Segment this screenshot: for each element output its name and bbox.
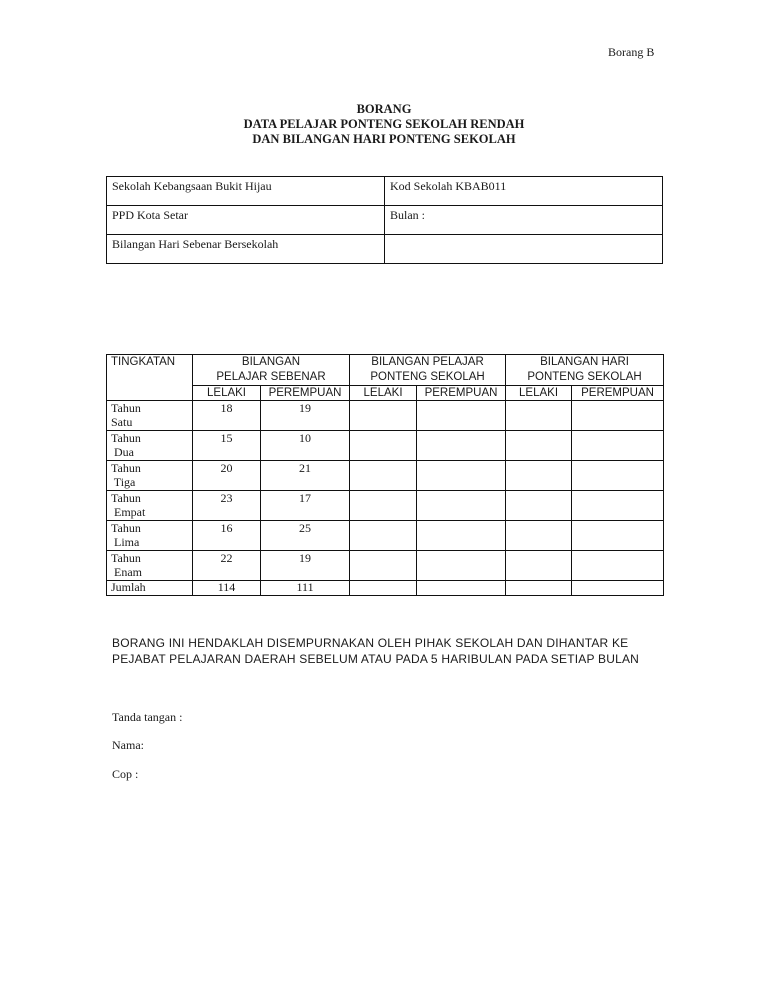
empty-cell [506, 581, 572, 596]
empty-cell [572, 461, 664, 491]
stamp-label: Cop : [112, 767, 139, 781]
header-truant-line1: BILANGAN PELAJAR [371, 356, 484, 368]
male-count: 15 [193, 431, 261, 461]
row-label [107, 521, 193, 551]
empty-cell [417, 551, 506, 581]
header-level: TINGKATAN [107, 355, 193, 401]
female-count: 19 [261, 551, 350, 581]
row-label-line2: Empat [111, 505, 146, 519]
row-label-line2: Enam [111, 565, 142, 579]
header-days-line2: PONTENG SEKOLAH [527, 371, 642, 383]
row-label [107, 401, 193, 431]
header-truant-students [350, 355, 506, 386]
title-line-1: BORANG [356, 102, 412, 116]
empty-cell [506, 521, 572, 551]
school-days-value [385, 235, 663, 264]
row-label-line1: Tahun [111, 461, 141, 475]
row-label-line2: Dua [111, 445, 134, 459]
empty-cell [350, 521, 417, 551]
female-count: 19 [261, 401, 350, 431]
form-code: Borang B [608, 45, 655, 59]
header-female: PEREMPUAN [572, 386, 664, 401]
header-days-line1: BILANGAN HARI [540, 356, 629, 368]
empty-cell [417, 491, 506, 521]
empty-cell [506, 401, 572, 431]
row-label-line2: Satu [111, 415, 133, 429]
total-label: Jumlah [107, 581, 193, 596]
row-label-line1: Tahun [111, 521, 141, 535]
school-name: Sekolah Kebangsaan Bukit Hijau [107, 177, 385, 206]
male-count: 20 [193, 461, 261, 491]
table-row [107, 521, 664, 551]
signature-label: Tanda tangan : [112, 710, 183, 724]
notice-line-1: BORANG INI HENDAKLAH DISEMPURNAKAN OLEH PIHAK SEKOLAH DAN DIHANTAR KE [112, 636, 629, 650]
empty-cell [506, 491, 572, 521]
empty-cell [417, 521, 506, 551]
row-label [107, 551, 193, 581]
header-truant-line2: PONTENG SEKOLAH [370, 371, 485, 383]
empty-cell [350, 461, 417, 491]
row-label-line1: Tahun [111, 491, 141, 505]
empty-cell [572, 581, 664, 596]
male-count: 18 [193, 401, 261, 431]
title-line-3: DAN BILANGAN HARI PONTENG SEKOLAH [252, 132, 516, 146]
empty-cell [417, 431, 506, 461]
male-count: 22 [193, 551, 261, 581]
total-female: 111 [261, 581, 350, 596]
header-actual-students [193, 355, 350, 386]
empty-cell [572, 551, 664, 581]
empty-cell [572, 431, 664, 461]
header-actual-line2: PELAJAR SEBENAR [216, 371, 326, 383]
total-row [107, 581, 664, 596]
school-code: Kod Sekolah KBAB011 [385, 177, 663, 206]
row-label [107, 431, 193, 461]
empty-cell [350, 581, 417, 596]
empty-cell [417, 461, 506, 491]
row-label-line2: Lima [111, 535, 140, 549]
empty-cell [350, 491, 417, 521]
row-label-line1: Tahun [111, 431, 141, 445]
school-info-table [106, 176, 663, 264]
empty-cell [572, 491, 664, 521]
month-field: Bulan : [385, 206, 663, 235]
empty-cell [417, 401, 506, 431]
empty-cell [572, 521, 664, 551]
female-count: 25 [261, 521, 350, 551]
empty-cell [506, 431, 572, 461]
attendance-table [106, 354, 664, 596]
empty-cell [506, 461, 572, 491]
empty-cell [572, 401, 664, 431]
row-label [107, 491, 193, 521]
female-count: 21 [261, 461, 350, 491]
male-count: 16 [193, 521, 261, 551]
total-male: 114 [193, 581, 261, 596]
header-female: PEREMPUAN [261, 386, 350, 401]
header-female: PEREMPUAN [417, 386, 506, 401]
table-row [107, 551, 664, 581]
female-count: 10 [261, 431, 350, 461]
empty-cell [506, 551, 572, 581]
form-title [0, 102, 768, 147]
female-count: 17 [261, 491, 350, 521]
name-label: Nama: [112, 738, 144, 752]
empty-cell [417, 581, 506, 596]
row-label [107, 461, 193, 491]
ppd-name: PPD Kota Setar [107, 206, 385, 235]
table-row [107, 461, 664, 491]
header-truant-days [506, 355, 664, 386]
submission-notice [112, 635, 639, 667]
table-row [107, 401, 664, 431]
table-row [107, 491, 664, 521]
notice-line-2: PEJABAT PELAJARAN DAERAH SEBELUM ATAU PADA 5 HARIBULAN PADA SETIAP BULAN [112, 652, 640, 666]
empty-cell [350, 401, 417, 431]
title-line-2: DATA PELAJAR PONTENG SEKOLAH RENDAH [243, 117, 525, 131]
header-male: LELAKI [193, 386, 261, 401]
empty-cell [350, 431, 417, 461]
school-days-label: Bilangan Hari Sebenar Bersekolah [107, 235, 385, 264]
header-male: LELAKI [350, 386, 417, 401]
row-label-line1: Tahun [111, 551, 141, 565]
male-count: 23 [193, 491, 261, 521]
row-label-line1: Tahun [111, 401, 141, 415]
empty-cell [350, 551, 417, 581]
header-actual-line1: BILANGAN [241, 356, 301, 368]
header-male: LELAKI [506, 386, 572, 401]
table-row [107, 431, 664, 461]
row-label-line2: Tiga [111, 475, 136, 489]
